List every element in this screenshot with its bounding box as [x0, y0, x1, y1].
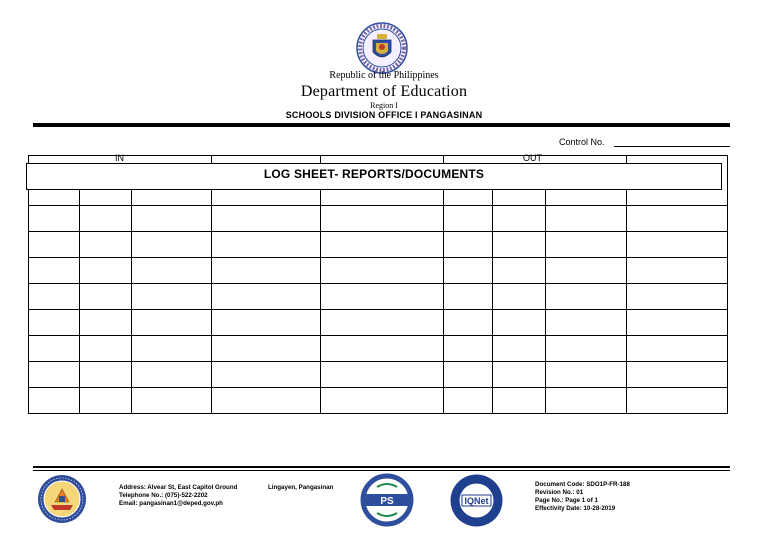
division-title: SCHOOLS DIVISION OFFICE I PANGASINAN	[285, 110, 483, 120]
republic-text: Republic of the Philippines	[329, 70, 439, 81]
control-no-label: Control No.	[559, 137, 605, 147]
footer-divider	[33, 466, 730, 468]
department-title: Department of Education	[300, 83, 468, 100]
footer-address: Address: Alvear St, East Capitol Ground	[119, 484, 238, 491]
philippine-standard-logo-icon	[357, 473, 417, 527]
document-control-block	[535, 481, 630, 513]
effectivity-date: Effectivity Date: 10-28-2019	[535, 505, 616, 512]
footer-contact-block	[119, 484, 237, 508]
header-divider	[33, 123, 730, 127]
iqnet-certified-logo-icon	[449, 473, 504, 528]
page-number: Page No.: Page 1 of 1	[535, 497, 598, 504]
iqnet-logo-text: IQNet	[464, 496, 489, 506]
sdo-pangasinan-logo-icon	[37, 474, 87, 524]
log-sheet-title-box	[26, 163, 722, 190]
svg-text:PS: PS	[380, 496, 394, 507]
revision-number: Revision No.: 01	[535, 489, 584, 496]
deped-seal-icon	[356, 22, 408, 74]
out-column-group-label: OUT	[523, 153, 542, 163]
log-table	[28, 155, 728, 414]
in-column-group-label: IN	[115, 153, 124, 163]
footer-telephone: Telephone No.: (075)-522-2202	[119, 492, 208, 499]
log-sheet-title: LOG SHEET- REPORTS/DOCUMENTS	[263, 167, 485, 181]
document-code: Document Code: SDO1P-FR-188	[535, 481, 630, 488]
footer-town: Lingayen, Pangasinan	[268, 484, 334, 491]
footer-email[interactable]: Email: pangasinan1@deped.gov.ph	[119, 500, 223, 507]
footer-divider-thin	[33, 470, 730, 471]
control-no-field[interactable]	[614, 146, 730, 147]
region-text: Region I	[370, 101, 398, 110]
